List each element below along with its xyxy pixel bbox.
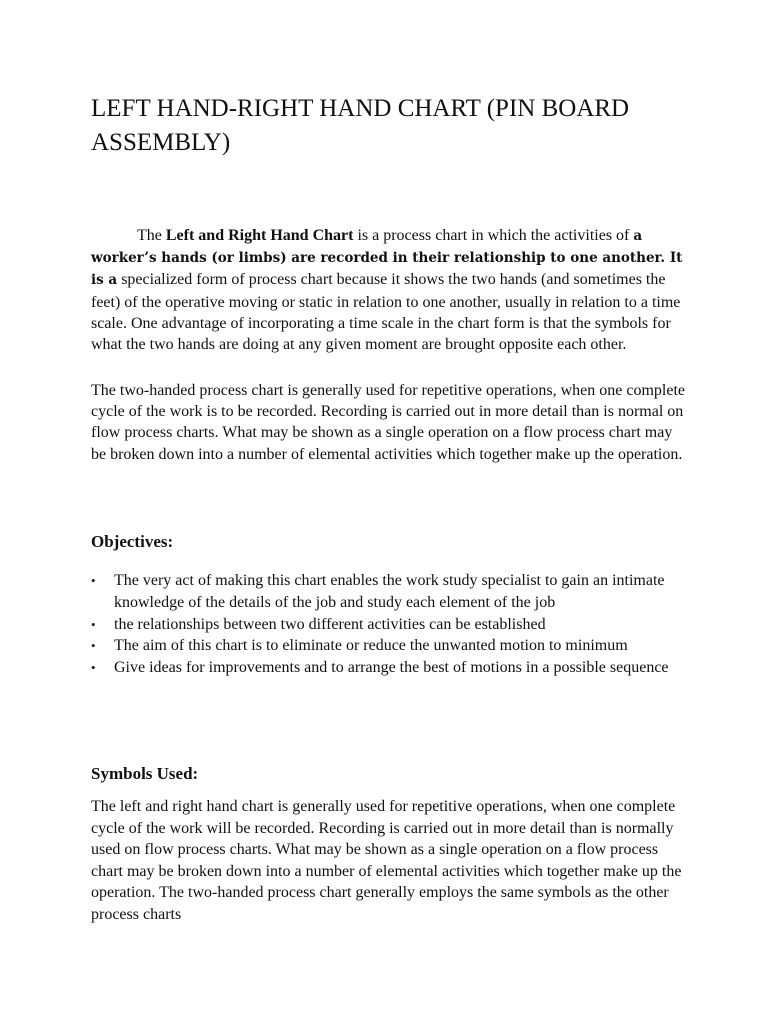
symbols-heading: Symbols Used:: [91, 764, 199, 783]
list-item: [91, 635, 691, 657]
symbols-paragraph: The left and right hand chart is generally used for repetitive operations, when one complete cycle of the work will be recorded. Recording is carried out in more detail than is normally used on flow process charts. What may be shown as a single operation on a flow process chart may be broken down into a number of elemental activities which together make up the operation. The two-handed process chart generally employs the same symbols as the other process charts: [91, 798, 682, 923]
document-title: LEFT HAND-RIGHT HAND CHART (PIN BOARD ASSEMBLY): [91, 95, 630, 156]
bullet-icon: •: [91, 660, 96, 676]
two-handed-paragraph: The two-handed process chart is generally used for repetitive operations, when one complete cycle of the work is to be recorded. Recording is carried out in more detail than is normal on flow process charts. What may be shown as a single operation on a flow process chart may be broken down into a number of elemental activities which together make up the operation.: [91, 382, 686, 463]
intro-paragraph: [91, 225, 691, 355]
bullet-icon: •: [91, 638, 96, 654]
intro-bold-run: a worker’s hands (or limbs) are recorded in their relationship to one another. It is a: [91, 228, 683, 289]
list-item-text: the relationships between two different activities can be established: [114, 615, 546, 633]
intro-rest: specialized form of process chart because it shows the two hands (and sometimes the feet) of the operative moving or static in relation to one another, usually in relation to a time scale. One advantage of incorporating a time scale in the chart form is that the symbols for what the two hands are doing at any given moment are brought opposite each other.: [91, 271, 681, 354]
intro-lead: The: [137, 227, 166, 244]
list-item-text: The very act of making this chart enables the work study specialist to gain an intimate knowledge of the details of the job and study each element of the job: [114, 572, 665, 611]
objectives-list: [91, 570, 691, 679]
list-item: [91, 614, 691, 636]
bullet-icon: •: [91, 616, 96, 632]
intro-after-term: is a process chart in which the activities of: [353, 227, 634, 244]
objectives-heading: Objectives:: [91, 532, 174, 551]
list-item-text: Give ideas for improvements and to arrange the best of motions in a possible sequence: [114, 659, 669, 677]
bullet-icon: •: [91, 573, 96, 588]
intro-term: Left and Right Hand Chart: [165, 227, 354, 244]
list-item: [91, 570, 691, 614]
list-item-text: The aim of this chart is to eliminate or reduce the unwanted motion to minimum: [114, 637, 628, 655]
list-item: [91, 657, 691, 679]
